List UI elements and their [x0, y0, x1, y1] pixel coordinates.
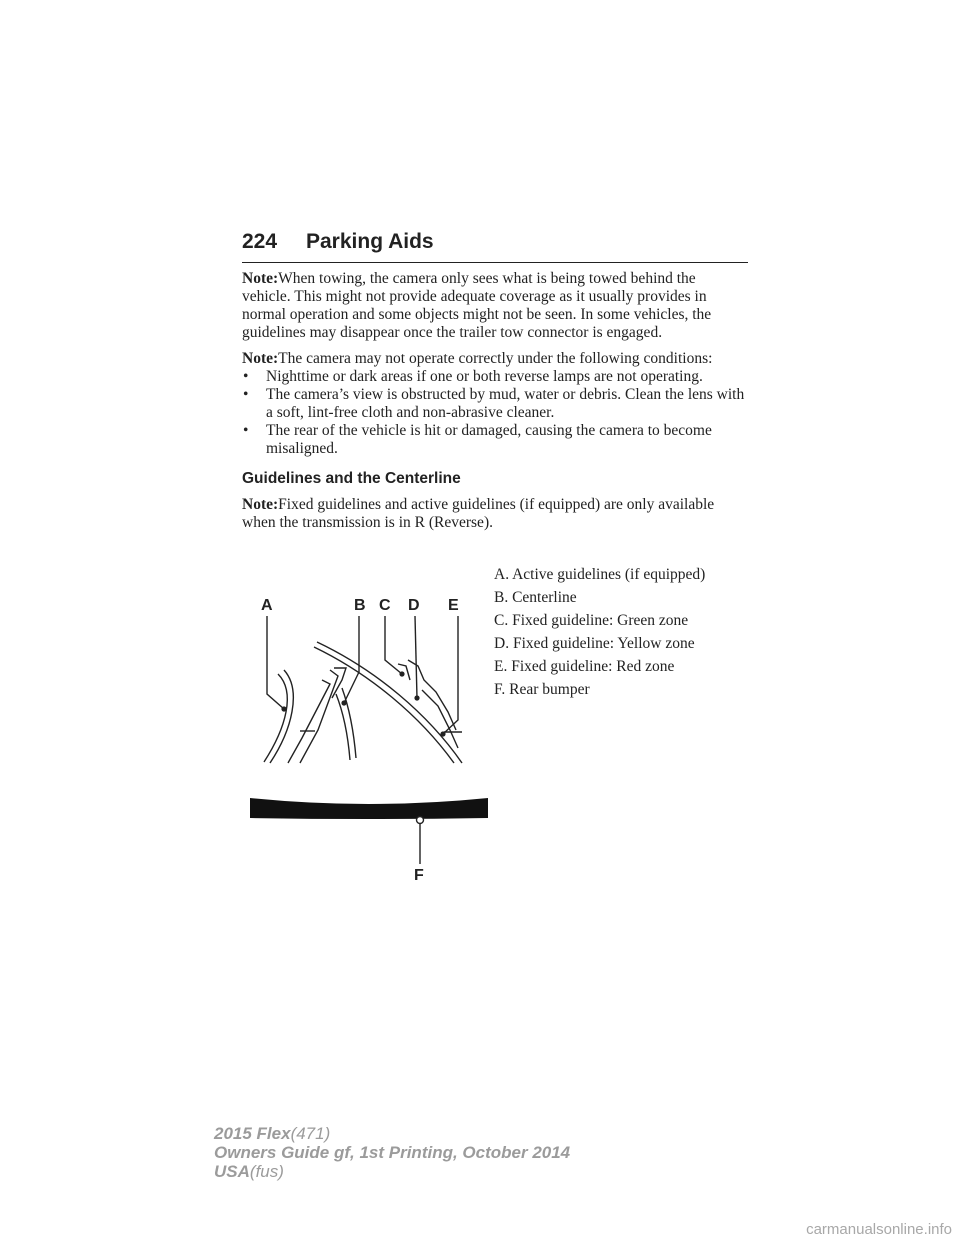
- leader-dots: [281, 671, 445, 736]
- note-label: Note:: [242, 496, 279, 513]
- footer-line-1: 2015 Flex(471): [214, 1124, 331, 1143]
- leader-dot-e: [440, 731, 445, 736]
- note-label: Note:: [242, 350, 279, 367]
- page-header: [242, 228, 748, 263]
- leader-dot-f: [417, 817, 424, 824]
- leader-dot-b: [341, 700, 346, 705]
- active-guideline: [270, 670, 293, 763]
- page-number: 224: [242, 230, 278, 253]
- legend-item-a: A. Active guidelines (if equipped): [494, 566, 706, 583]
- camera-guidelines-diagram: [240, 588, 492, 888]
- note-text: When towing, the camera only sees what is being towed behind the vehicle. This might not provide adequate coverage as it usually provides in normal operation and some objects might not be seen. In some vehicles, the guidelines may disappear once the trailer tow connector is engaged.: [242, 270, 712, 341]
- camera-conditions-note: [242, 350, 747, 368]
- bullet-icon: •: [243, 386, 249, 403]
- label-a: A: [261, 597, 273, 614]
- note-label: Note:: [242, 270, 279, 287]
- guideline-drawing: [264, 616, 462, 864]
- guidelines-note: [242, 496, 747, 532]
- figure-legend: [494, 566, 754, 704]
- centerline: [314, 647, 454, 763]
- footer-line-2: Owners Guide gf, 1st Printing, October 2014: [214, 1143, 571, 1162]
- fixed-guideline-right: [408, 660, 456, 730]
- list-item: • The rear of the vehicle is hit or damaged, causing the camera to become misaligned.: [243, 422, 712, 457]
- legend-item-f: F. Rear bumper: [494, 681, 590, 698]
- legend-item-c: C. Fixed guideline: Green zone: [494, 612, 689, 629]
- towing-note: [242, 270, 747, 342]
- fixed-guideline-left: [300, 670, 338, 763]
- leader-dot-a: [281, 706, 286, 711]
- label-b: B: [354, 597, 366, 614]
- page-footer: [214, 1124, 570, 1181]
- section-title: Parking Aids: [306, 230, 434, 253]
- label-c: C: [379, 597, 391, 614]
- leader-line-b: [344, 616, 359, 703]
- guidelines-heading: Guidelines and the Centerline: [242, 470, 461, 487]
- legend-item-d: D. Fixed guideline: Yellow zone: [494, 635, 695, 652]
- fixed-guideline-left: [288, 680, 330, 763]
- main-content: [242, 270, 747, 540]
- legend-item-b: B. Centerline: [494, 589, 577, 606]
- bullet-icon: •: [243, 368, 249, 385]
- watermark-link[interactable]: carmanualsonline.info: [806, 1221, 952, 1238]
- list-item: • Nighttime or dark areas if one or both reverse lamps are not operating.: [243, 368, 703, 385]
- leader-dot-d: [414, 695, 419, 700]
- note-text: The camera may not operate correctly under the following conditions:: [278, 350, 713, 367]
- bullet-icon: •: [243, 422, 249, 439]
- leader-line-c: [385, 616, 402, 674]
- leader-line-a: [267, 616, 284, 709]
- label-e: E: [448, 597, 459, 614]
- label-f: F: [414, 867, 424, 884]
- label-d: D: [408, 597, 420, 614]
- rear-bumper: [250, 798, 488, 819]
- legend-item-e: E. Fixed guideline: Red zone: [494, 658, 675, 675]
- leader-dot-c: [399, 671, 404, 676]
- conditions-list: [242, 368, 747, 458]
- leader-line-d: [415, 616, 417, 698]
- list-item: • The camera’s view is obstructed by mud, water or debris. Clean the lens with a soft, lint-free cloth and non-abrasive cleaner.: [243, 386, 745, 421]
- note-text: Fixed guidelines and active guidelines (if equipped) are only available when the transmission is in R (Reverse).: [242, 496, 715, 531]
- footer-line-3: USA(fus): [214, 1162, 284, 1181]
